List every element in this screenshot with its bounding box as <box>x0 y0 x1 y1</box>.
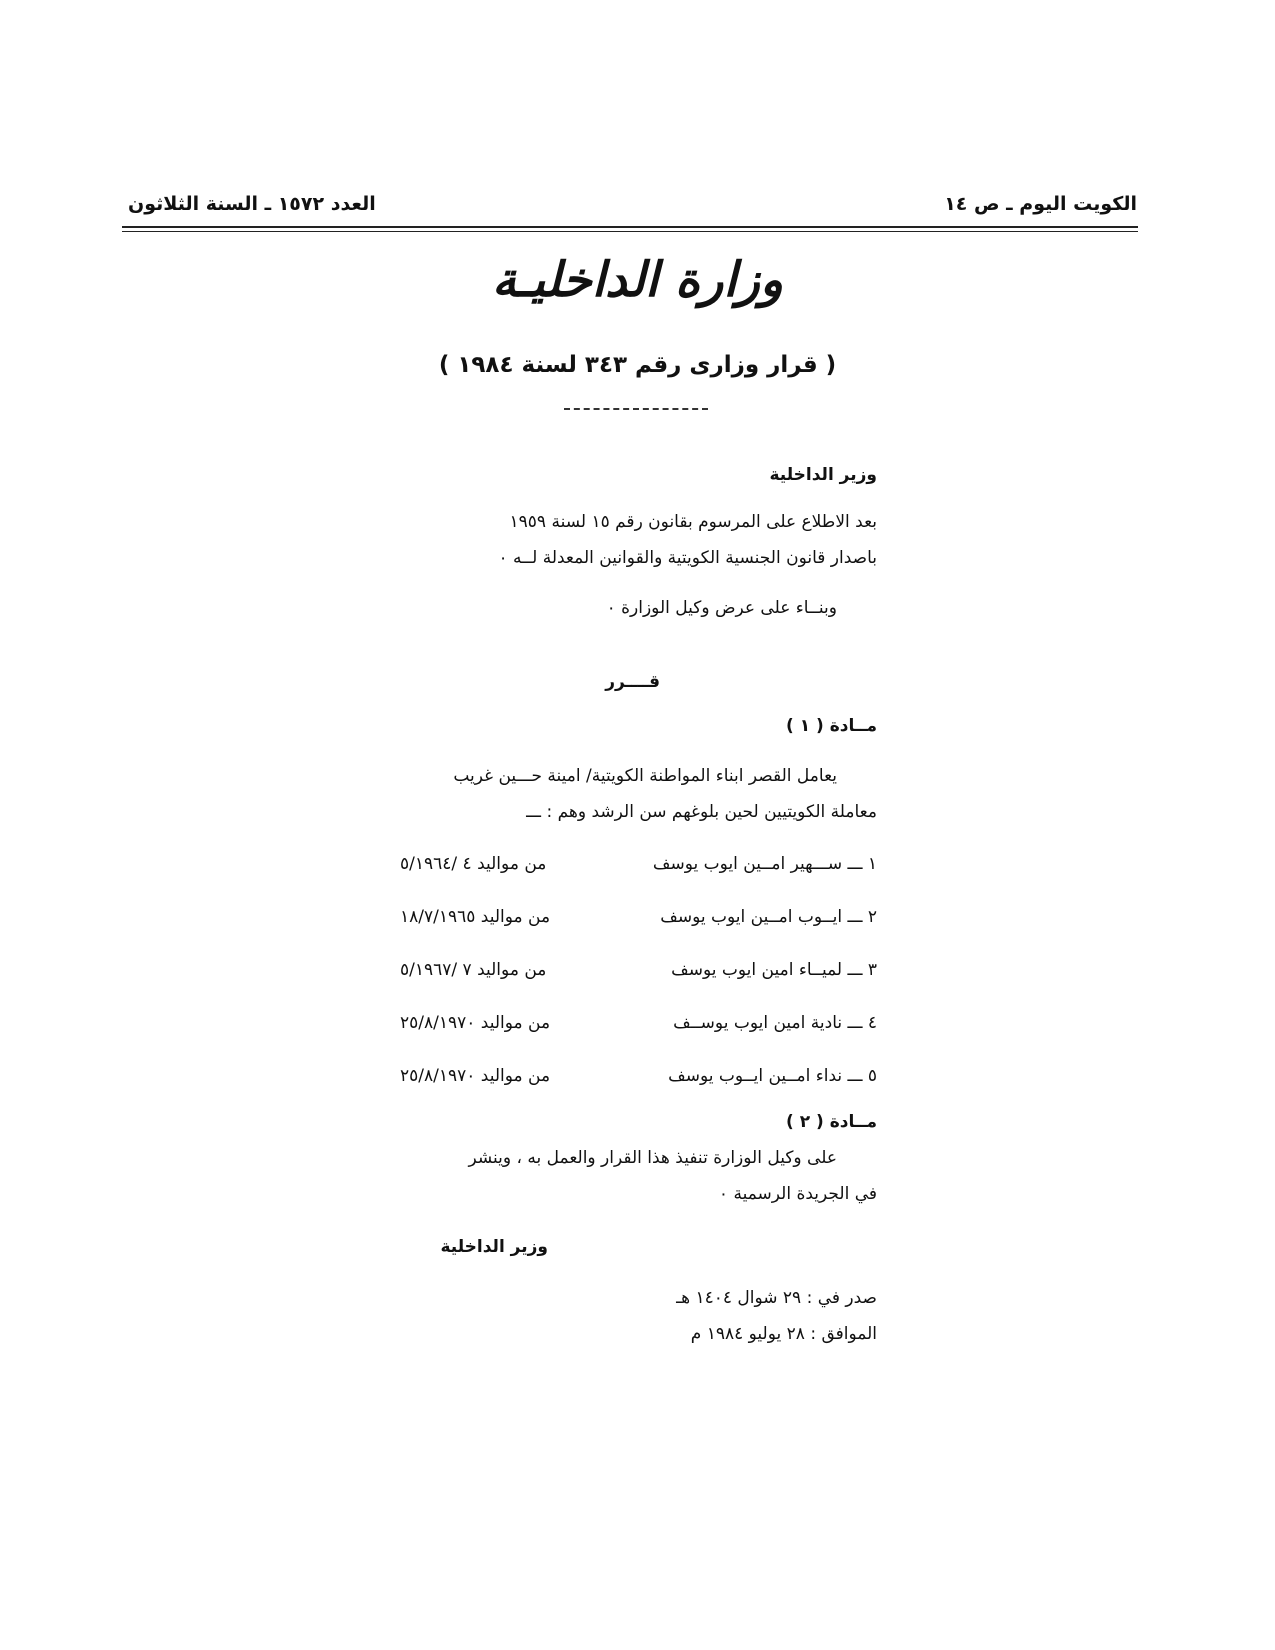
issued-date-gregorian: الموافق : ٢٨ يوليو ١٩٨٤ م <box>690 1324 877 1344</box>
article-1-heading: مــادة ( ١ ) <box>786 716 877 736</box>
list-item <box>400 1065 877 1089</box>
article-1-line-1: يعامل القصر ابناء المواطنة الكويتية/ امينة حـــين غريب <box>453 766 837 786</box>
article-2-line-2: في الجريدة الرسمية ٠ <box>718 1184 877 1204</box>
child-birthdate: من مواليد ٢٥/٨/١٩٧٠ <box>400 1066 551 1086</box>
child-name: ٥ ـــ نداء امــين ايــوب يوسف <box>668 1066 877 1086</box>
title-divider <box>564 408 708 410</box>
signature-title: وزير الداخلية <box>440 1237 548 1257</box>
preamble-line-2: باصدار قانون الجنسية الكويتية والقوانين المعدلة لــه ٠ <box>498 548 877 568</box>
preamble-line-3: وبنــاء على عرض وكيل الوزارة ٠ <box>606 598 837 618</box>
list-item <box>400 959 877 983</box>
list-item <box>400 906 877 930</box>
article-1-line-2: معاملة الكويتيين لحين بلوغهم سن الرشد وهم : ـــ <box>526 802 877 822</box>
child-birthdate: من مواليد ٤ /٥/١٩٦٤ <box>400 854 547 874</box>
list-item <box>400 853 877 877</box>
header-divider <box>122 226 1138 228</box>
article-2-line-1: على وكيل الوزارة تنفيذ هذا القرار والعمل به ، وينشر <box>468 1148 837 1168</box>
preamble-line-1: بعد الاطلاع على المرسوم بقانون رقم ١٥ لسنة ١٩٥٩ <box>509 512 877 532</box>
child-name: ٣ ـــ لميــاء امين ايوب يوسف <box>671 960 877 980</box>
article-2-heading: مــادة ( ٢ ) <box>786 1112 877 1132</box>
department-title: وزارة الداخليـة <box>491 252 784 308</box>
child-name: ٤ ـــ نادية امين ايوب يوســف <box>673 1013 877 1033</box>
header-publication: الكويت اليوم ـ ص ١٤ <box>944 193 1137 215</box>
child-birthdate: من مواليد ١٨/٧/١٩٦٥ <box>400 907 551 927</box>
child-birthdate: من مواليد ٢٥/٨/١٩٧٠ <box>400 1013 551 1033</box>
header-issue-number: العدد ١٥٧٢ ـ السنة الثلاثون <box>128 193 376 215</box>
child-name: ٢ ـــ ايــوب امــين ايوب يوسف <box>660 907 877 927</box>
header-divider-thin <box>122 231 1138 232</box>
list-item <box>400 1012 877 1036</box>
issued-date-hijri: صدر في : ٢٩ شوال ١٤٠٤ هـ <box>676 1288 877 1308</box>
decision-title: ( قرار وزارى رقم ٣٤٣ لسنة ١٩٨٤ ) <box>438 352 837 378</box>
decided-heading: قــــرر <box>605 672 660 692</box>
issuer-label: وزير الداخلية <box>769 465 877 485</box>
child-birthdate: من مواليد ٧ /٥/١٩٦٧ <box>400 960 547 980</box>
child-name: ١ ـــ ســـهير امــين ايوب يوسف <box>652 854 877 874</box>
